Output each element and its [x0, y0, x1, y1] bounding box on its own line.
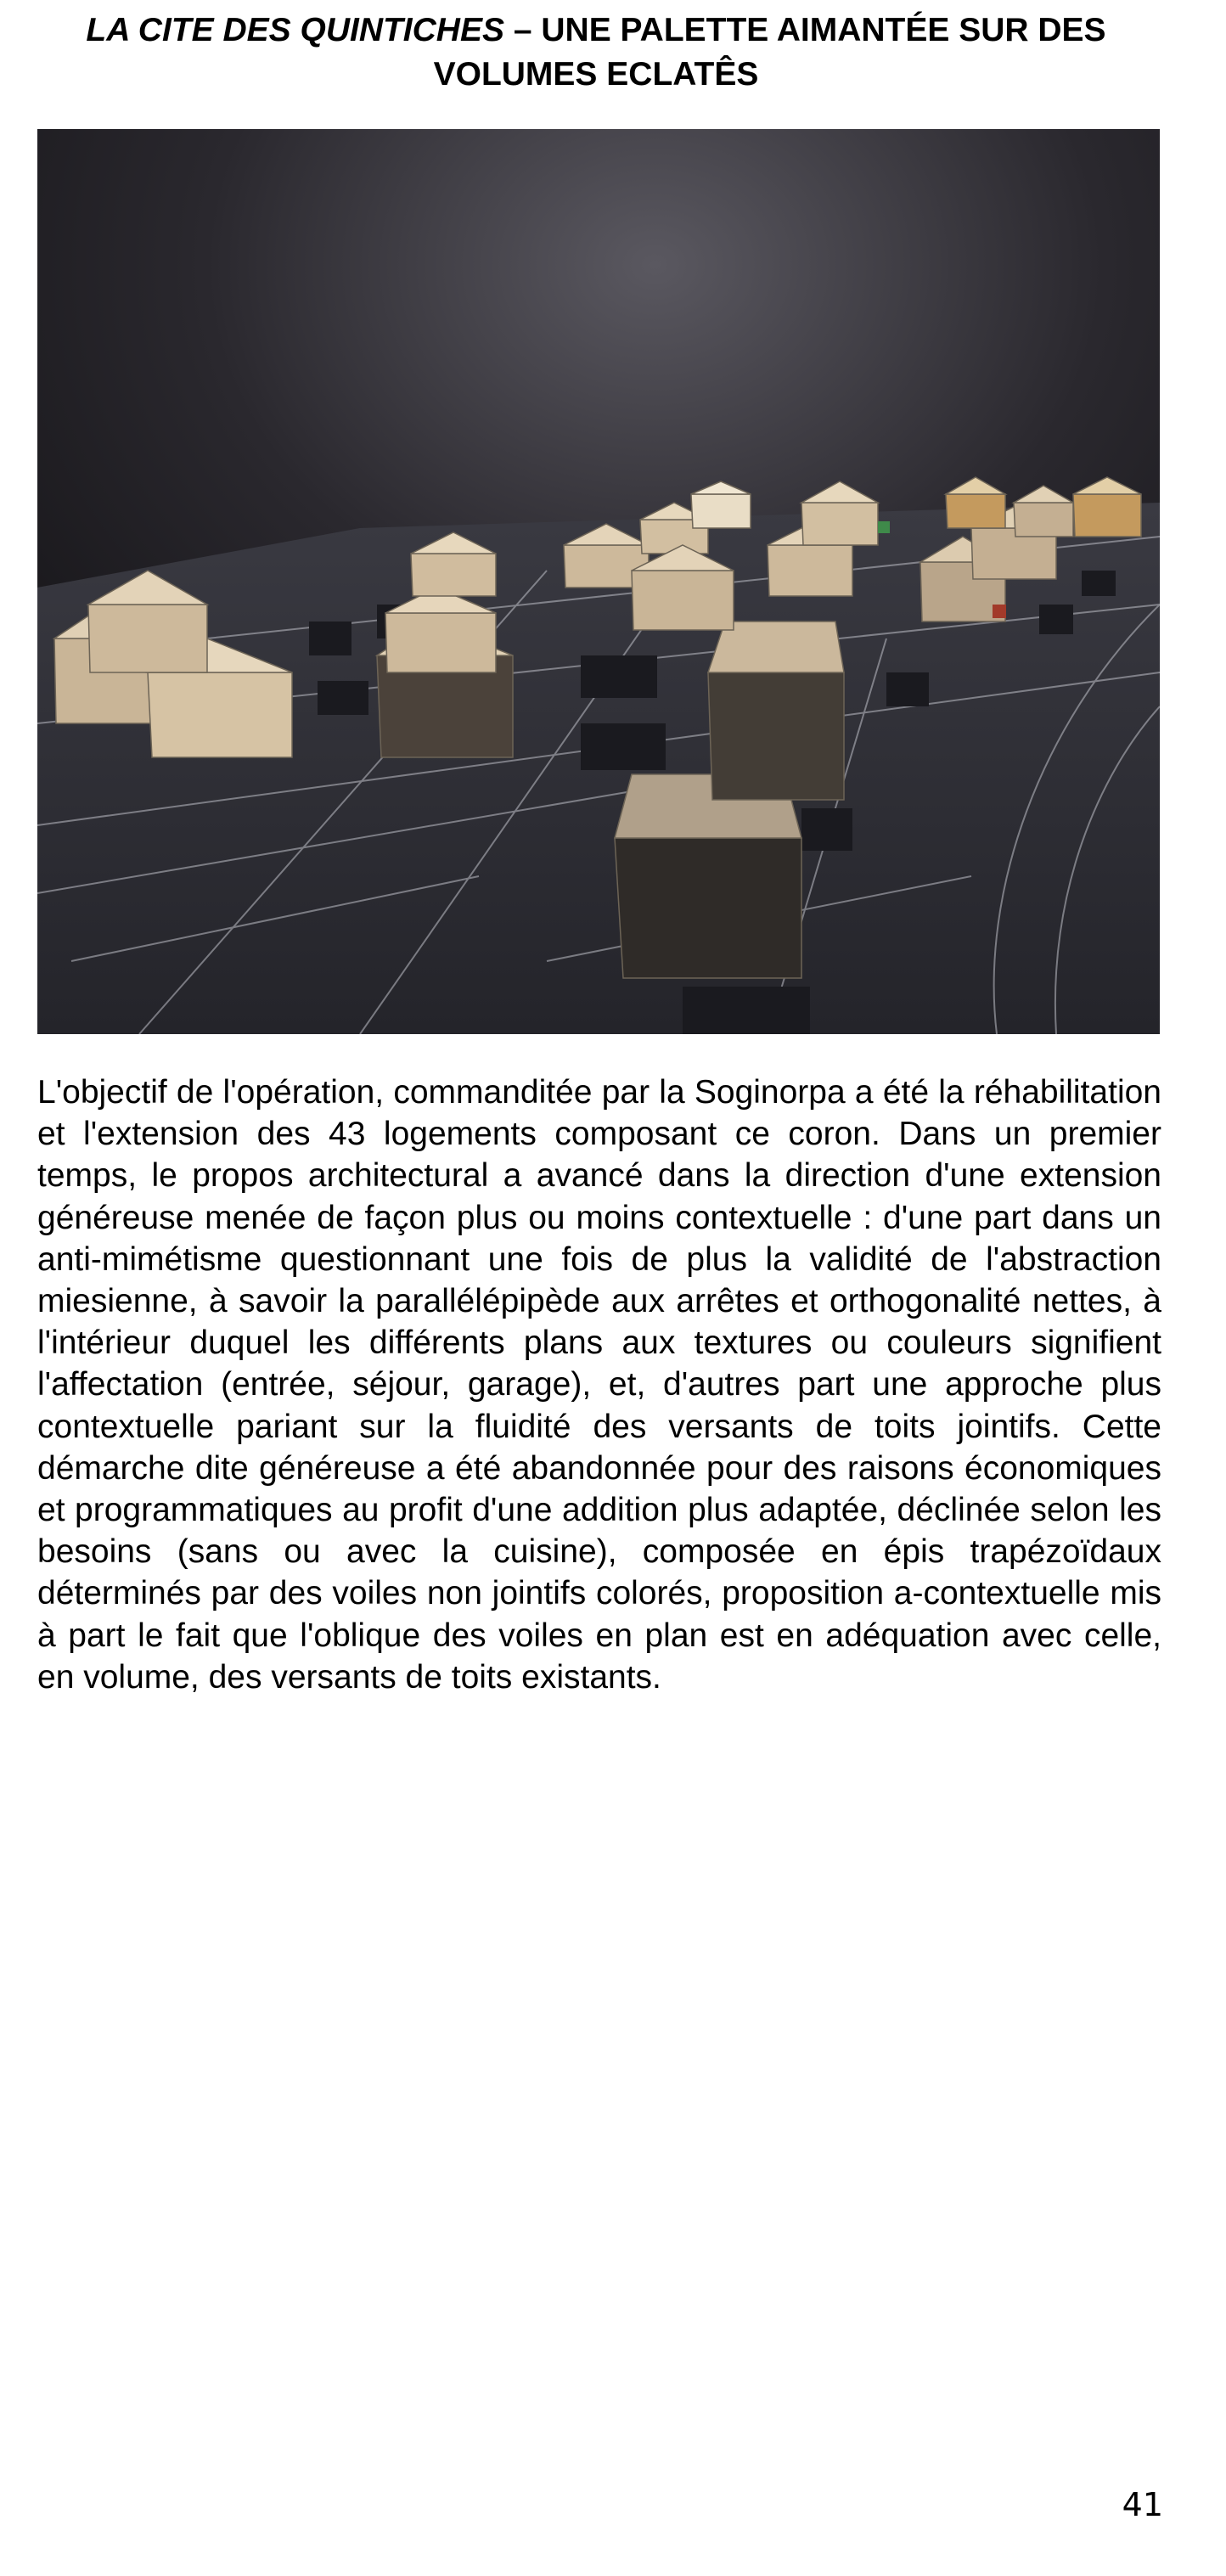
page-title — [37, 8, 1155, 97]
title-italic: LA CITE DES QUINTICHES — [86, 12, 504, 48]
title-rest: – UNE PALETTE AIMANTÉE SUR DES VOLUMES ECLATÊS — [433, 12, 1106, 93]
body-paragraph: L'objectif de l'opération, commanditée par la Soginorpa a été la réhabilitation et l'extension des 43 logements composant ce coron. Dans un premier temps, le propos architectural a avancé dans la direction d'une extension généreuse menée de façon plus ou moins contextuelle : d'une part dans un anti-mimétisme questionnant une fois de plus la validité de l'abstraction miesienne, à savoir la parallélépipède aux arrêtes et orthogonalité nettes, à l'intérieur duquel les différents plans aux textures ou couleurs signifient l'affectation (entrée, séjour, garage), et, d'autres part une approche plus contextuelle pariant sur la fluidité des versants de toits jointifs. Cette démarche dite généreuse a été abandonnée pour des raisons économiques et programmatiques au profit d'une addition plus adaptée, déclinée selon les besoins (sans ou avec la cuisine), composée en épis trapézoïdaux déterminés par des voiles non jointifs colorés, proposition a-contextuelle mis à part le fait que l'oblique des voiles en plan est en adéquation avec celle, en volume, des versants de toits existants. — [37, 1074, 1161, 1696]
model-photo-drawing — [37, 129, 1160, 1034]
architectural-model-photo — [37, 129, 1160, 1034]
page-number: 41 — [1122, 2486, 1163, 2523]
